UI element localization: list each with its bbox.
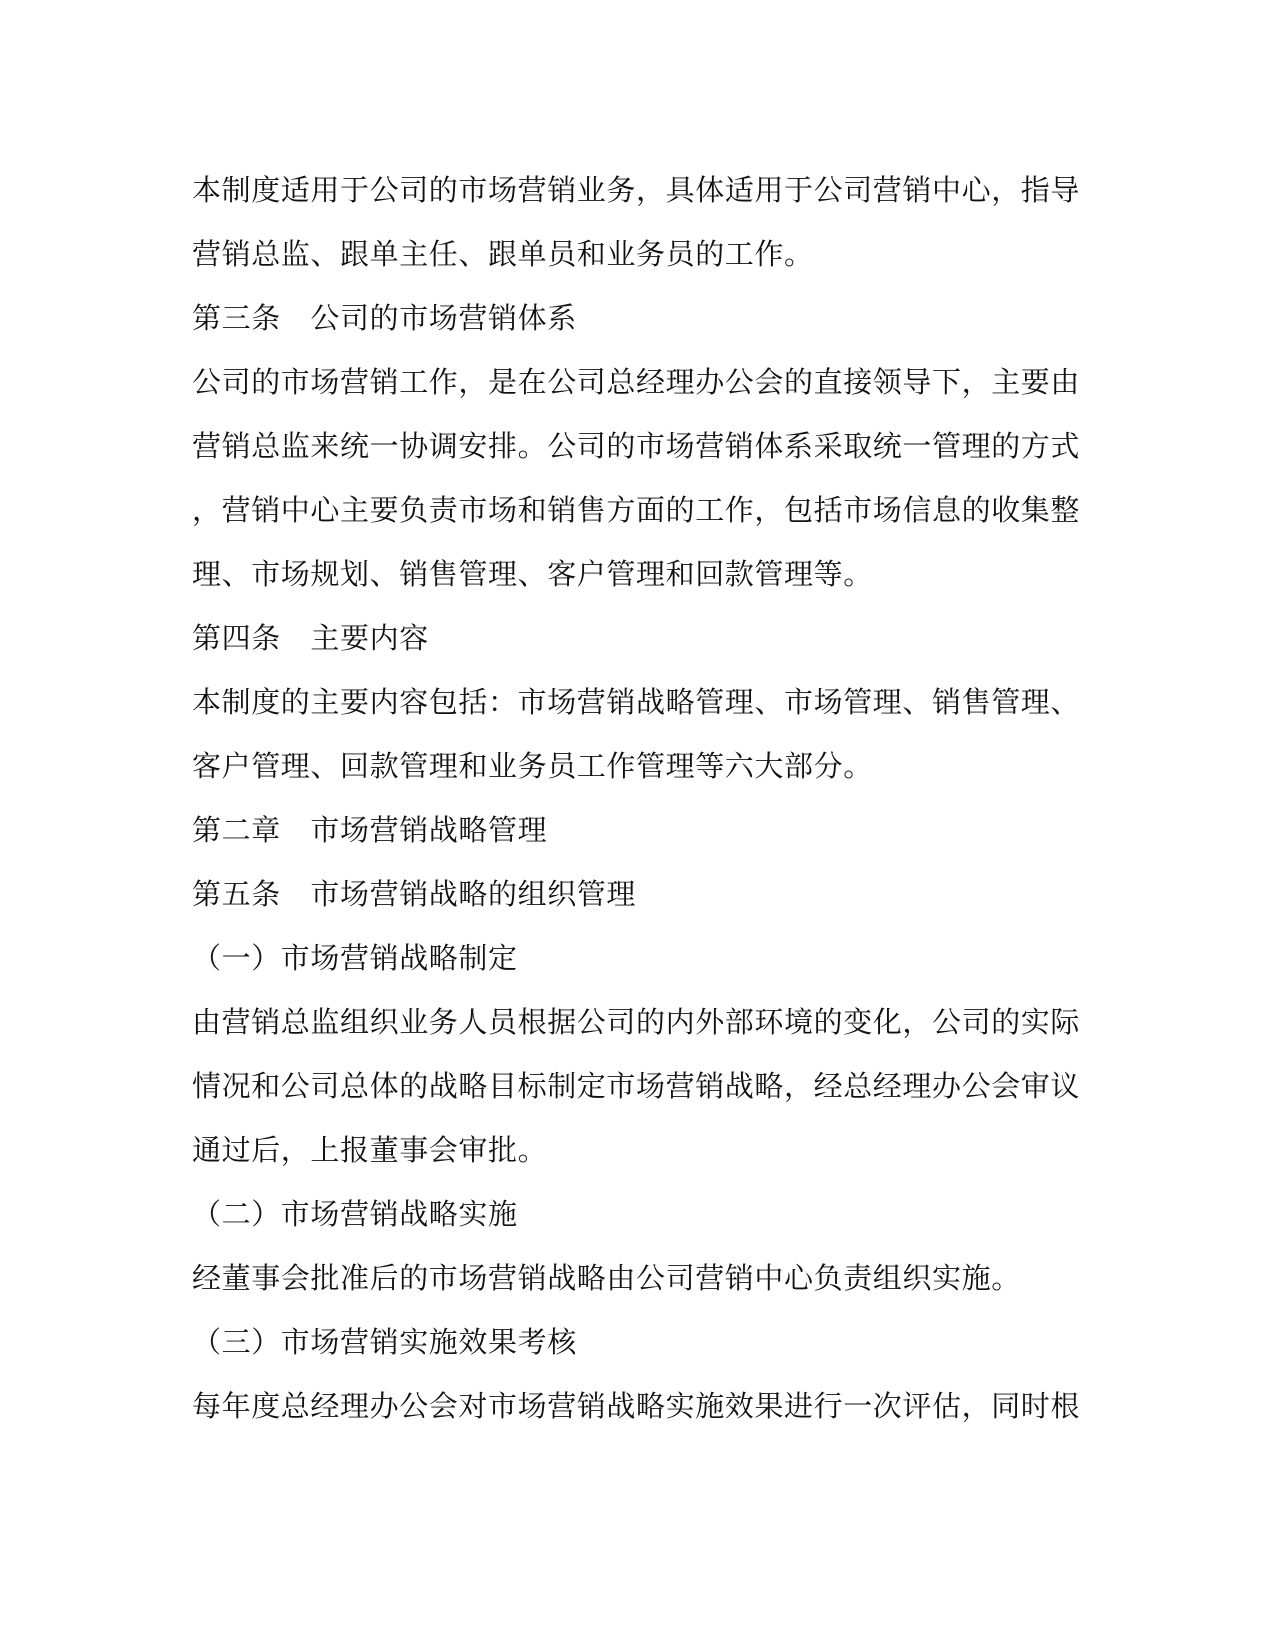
paragraph-line: 营销总监、跟单主任、跟单员和业务员的工作。: [192, 237, 814, 271]
article-heading: 第三条 公司的市场营销体系: [192, 301, 577, 335]
section-heading: （二）市场营销战略实施: [192, 1197, 518, 1231]
paragraph-line: 本制度适用于公司的市场营销业务，具体适用于公司营销中心，指导: [192, 173, 1081, 207]
document-body: [192, 158, 1092, 1438]
section-heading: （三）市场营销实施效果考核: [192, 1325, 577, 1359]
article-heading: 第四条 主要内容: [192, 621, 429, 655]
paragraph-line: 通过后，上报董事会审批。: [192, 1133, 548, 1167]
chapter-heading: 第二章 市场营销战略管理: [192, 813, 548, 847]
article-heading: 第五条 市场营销战略的组织管理: [192, 877, 637, 911]
paragraph-line: ，营销中心主要负责市场和销售方面的工作，包括市场信息的收集整: [192, 493, 1081, 527]
section-heading: （一）市场营销战略制定: [192, 941, 518, 975]
paragraph-line: 每年度总经理办公会对市场营销战略实施效果进行一次评估，同时根: [192, 1389, 1081, 1423]
paragraph-line: 营销总监来统一协调安排。公司的市场营销体系采取统一管理的方式: [192, 429, 1081, 463]
paragraph-line: 经董事会批准后的市场营销战略由公司营销中心负责组织实施。: [192, 1261, 1021, 1295]
paragraph-line: 客户管理、回款管理和业务员工作管理等六大部分。: [192, 749, 873, 783]
paragraph-line: 理、市场规划、销售管理、客户管理和回款管理等。: [192, 557, 873, 591]
paragraph-line: 本制度的主要内容包括：市场营销战略管理、市场管理、销售管理、: [192, 685, 1081, 719]
paragraph-line: 情况和公司总体的战略目标制定市场营销战略，经总经理办公会审议: [192, 1069, 1081, 1103]
paragraph-line: 由营销总监组织业务人员根据公司的内外部环境的变化，公司的实际: [192, 1005, 1081, 1039]
paragraph-line: 公司的市场营销工作，是在公司总经理办公会的直接领导下，主要由: [192, 365, 1081, 399]
